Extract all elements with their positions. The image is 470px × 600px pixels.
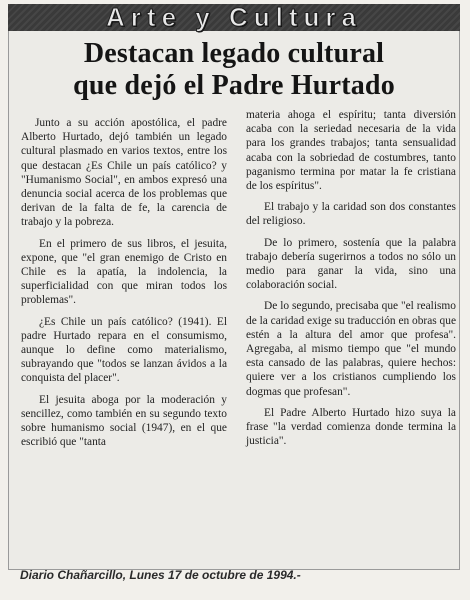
- source-citation: Diario Chañarcillo, Lunes 17 de octubre de 1994.-: [20, 568, 301, 582]
- article-paragraph: En el primero de sus libros, el jesuita, expone, que "el gran enemigo de Cristo en Chile es la apatía, la indolencia, la superficialidad con que miran todos los problemas".: [21, 237, 227, 307]
- section-title: Arte y Cultura: [106, 4, 362, 32]
- article-column-left: [21, 116, 227, 456]
- section-banner: [8, 4, 460, 31]
- article-paragraph: El Padre Alberto Hurtado hizo suya la frase "la verdad comienza donde termina la justicia".: [246, 406, 456, 448]
- article-paragraph: El trabajo y la caridad son dos constantes del religioso.: [246, 201, 456, 228]
- article-paragraph: El jesuita aboga por la moderación y sencillez, como también en su segundo texto sobre humanismo social (1947), en el que escribió que "tanta: [21, 393, 227, 449]
- article-paragraph: Junto a su acción apostólica, el padre Alberto Hurtado, dejó también un legado cultural plasmado en varios textos, entre los que destacan ¿Es Chile un país católico? y "Humanismo Social", en ambos expresó una denuncia social acerca de los problemas que derivan de la falta de fe, la carencia de trabajo y la pobreza.: [21, 117, 227, 229]
- article-paragraph: De lo segundo, precisaba que "el realismo de la caridad exige su traducción en obras que estén a la altura del amor que profesa". Agregaba, al mismo tiempo que "el mundo esta cansado de las palabras, quiere hechos: quiere ver a los cristianos cumpliendo los dogmas que profesan".: [246, 300, 457, 398]
- article-paragraph: ¿Es Chile un país católico? (1941). El padre Hurtado repara en el consumismo, aunque lo define como materialismo, subrayando que "todos se lanzan ávidos a la conquista del placer".: [21, 315, 227, 385]
- headline-line-1: Destacan legado cultural: [83, 38, 385, 69]
- article-column-right: [246, 108, 456, 455]
- newspaper-clipping: [8, 4, 460, 570]
- article-paragraph: materia ahoga el espíritu; tanta diversión acaba con la seriedad necesaria de la vida para los grandes trabajos; tanta sensualidad acaba con la sobriedad de costumbres, tanto paganismo termina por matar la fe cristiana de los espíritus".: [246, 109, 456, 193]
- headline-line-2: que dejó el Padre Hurtado: [73, 70, 395, 101]
- article-paragraph: De lo primero, sostenía que la palabra trabajo debería sugerirnos a todos no sólo un medio para ganar la vida, sino una colaboración social.: [246, 236, 456, 292]
- headline: [8, 38, 460, 102]
